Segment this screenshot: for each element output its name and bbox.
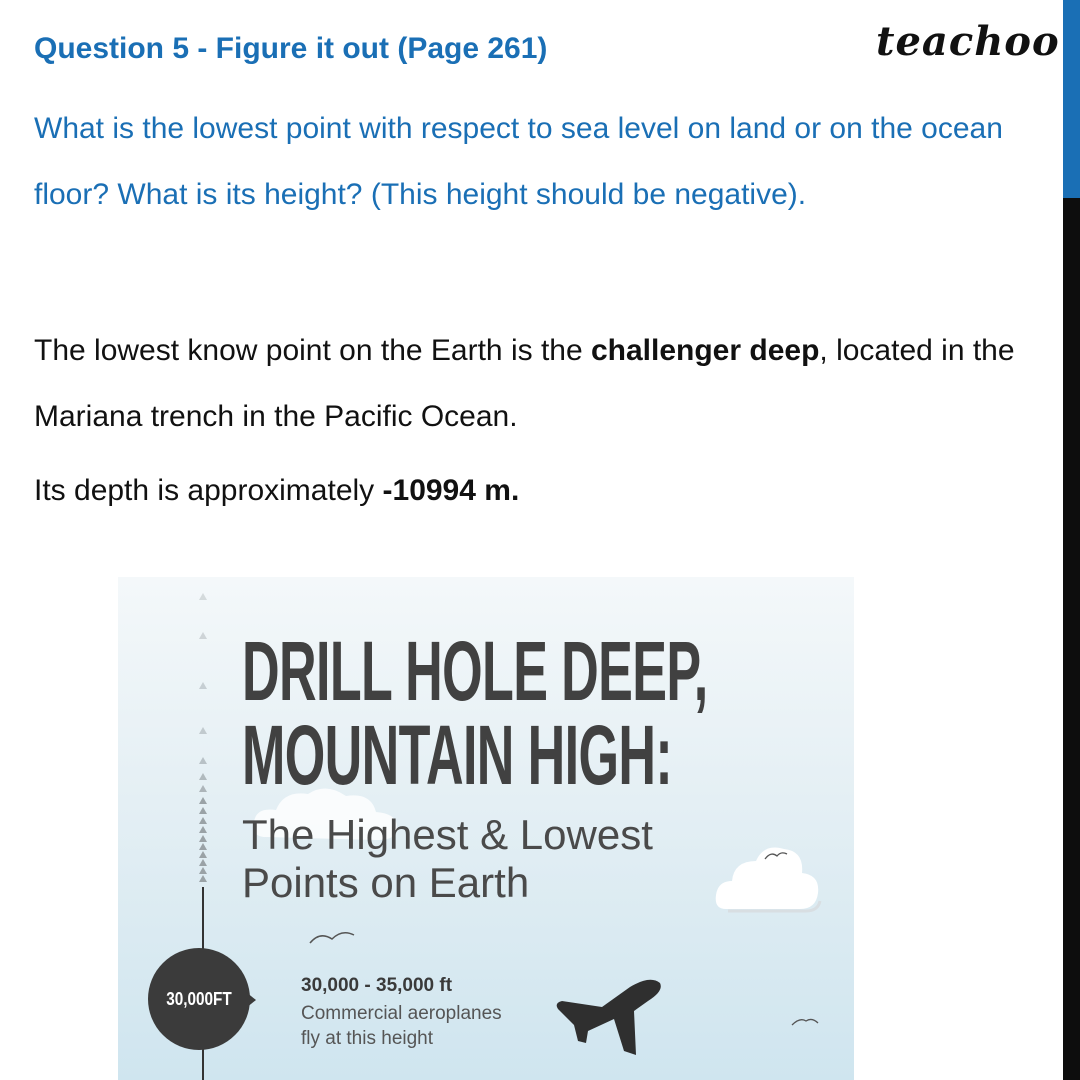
triangle-marker-icon	[199, 826, 207, 833]
answer-paragraph-2	[34, 458, 1044, 524]
triangle-marker-icon	[199, 867, 207, 874]
infographic-title	[242, 624, 708, 802]
answer-text: The lowest know point on the Earth is the	[34, 334, 591, 367]
triangle-marker-icon	[199, 843, 207, 850]
side-accent-bar	[1063, 0, 1080, 198]
triangle-marker-icon	[199, 593, 207, 600]
infographic-subtitle	[242, 811, 653, 907]
infographic-subtitle-line: The Highest & Lowest	[242, 811, 653, 858]
triangle-marker-icon	[199, 851, 207, 858]
airplane-icon	[552, 977, 667, 1057]
triangle-marker-icon	[199, 727, 207, 734]
answer-text: , located in the Mariana trench in the Pacific Ocean.	[34, 334, 1015, 433]
bird-icon	[763, 849, 789, 861]
altitude-marker-pointer	[246, 992, 256, 1008]
triangle-marker-icon	[199, 785, 207, 792]
infographic-subtitle-line: Points on Earth	[242, 859, 530, 906]
cloud-icon	[714, 835, 824, 915]
infographic-title-line: DRILL HOLE DEEP,	[242, 624, 708, 718]
bird-icon	[308, 927, 358, 947]
triangle-marker-icon	[199, 682, 207, 689]
triangle-marker-icon	[199, 632, 207, 639]
triangle-marker-icon	[199, 797, 207, 804]
altitude-range: 30,000 - 35,000 ft	[301, 975, 453, 996]
altitude-note-line: Commercial aeroplanes	[301, 1003, 502, 1024]
triangle-marker-icon	[199, 773, 207, 780]
bird-icon	[790, 1015, 820, 1027]
page-title: Question 5 - Figure it out (Page 261)	[34, 32, 548, 65]
answer-depth-value: -10994 m.	[382, 474, 520, 507]
answer-highlight: challenger deep	[590, 334, 820, 367]
question-text: What is the lowest point with respect to sea level on land or on the ocean floor? What is its height? (This height should be negative).	[34, 112, 1003, 211]
triangle-marker-icon	[199, 817, 207, 824]
triangle-marker-icon	[199, 835, 207, 842]
triangle-marker-icon	[199, 807, 207, 814]
triangle-marker-icon	[199, 859, 207, 866]
side-dark-bar	[1063, 198, 1080, 1080]
triangle-marker-icon	[199, 875, 207, 882]
altitude-marker-label: 30,000FT	[166, 989, 232, 1009]
infographic-image	[118, 577, 854, 1080]
infographic-title-line: MOUNTAIN HIGH:	[242, 708, 673, 802]
answer-paragraph-1	[34, 318, 1044, 450]
answer-text: Its depth is approximately	[34, 474, 383, 507]
triangle-marker-icon	[199, 757, 207, 764]
altitude-note-line: fly at this height	[301, 1028, 434, 1049]
teachoo-logo: teachoo	[876, 18, 1060, 65]
altitude-note	[301, 1001, 502, 1051]
